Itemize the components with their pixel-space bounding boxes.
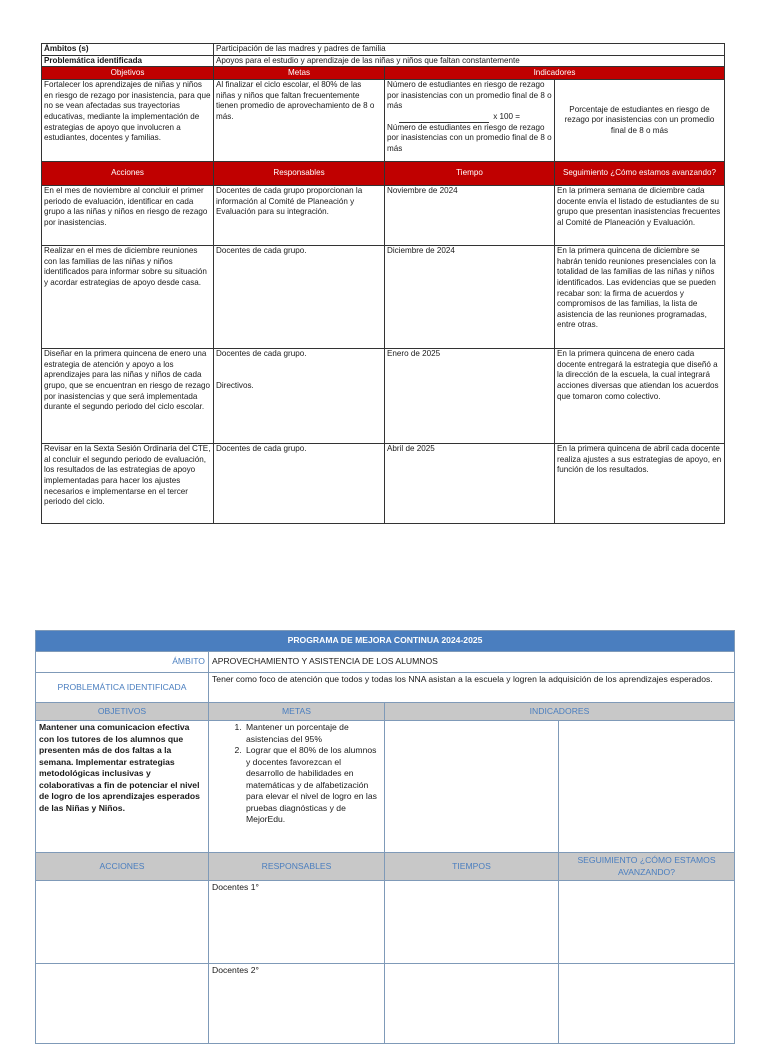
header-responsables: Responsables: [214, 162, 385, 186]
header-tiempo: Tiempo: [385, 162, 555, 186]
responsable-cell: [214, 349, 385, 444]
formula-multiplier: [387, 112, 552, 123]
meta-item: 2. Lograr que el 80% de los alumnos y docentes favorezcan el desarrollo de habilidades en matemáticas y de alfabetización para elevar el nivel de logro en las pruebas diagnósticas y de MejorEdu.: [244, 745, 381, 826]
problematica-value: Apoyos para el estudio y aprendizaje de las niñas y niños que faltan constantemente: [214, 55, 725, 67]
responsable-cell: Docentes de cada grupo proporcionan la información al Comité de Planeación y Evaluación para su integración.: [214, 186, 385, 246]
table-row: [36, 964, 735, 1044]
accion-cell: Revisar en la Sexta Sesión Ordinaria del CTE, al concluir el segundo periodo de evaluación, los resultados de las estrategias de apoyo implementadas para hacer los ajustes necesarios e implementarse en el tercer periodo del ciclo.: [42, 444, 214, 524]
ambito-value: APROVECHAMIENTO Y ASISTENCIA DE LOS ALUMNOS: [209, 652, 735, 673]
formula-numerator: Número de estudiantes en riesgo de rezago por inasistencias con un promedio final de 8 o más: [387, 80, 552, 111]
header-tiempos: TIEMPOS: [385, 853, 559, 881]
seguimiento-cell: [559, 881, 735, 964]
header-metas: Metas: [214, 67, 385, 80]
header-responsables: RESPONSABLES: [209, 853, 385, 881]
header-objetivos: OBJETIVOS: [36, 703, 209, 721]
header-seguimiento: Seguimiento ¿Cómo estamos avanzando?: [555, 162, 725, 186]
header-objetivos: Objetivos: [42, 67, 214, 80]
responsable-cell: Docentes de cada grupo.: [214, 444, 385, 524]
table-row: [42, 444, 725, 524]
problematica-label: Problemática identificada: [42, 55, 214, 67]
responsable-text: Docentes de cada grupo.: [216, 349, 307, 359]
objetivo-text: Fortalecer los aprendizajes de niñas y niños en riesgo de rezago por inasistencia, para que no se vean afectadas sus trayectorias educativas, mediante la implementación de estrategias de apoyo que involucren a estudiantes, docentes y familias.: [42, 80, 214, 162]
header-indicadores: Indicadores: [385, 67, 725, 80]
formula-denominator: Número de estudiantes en riesgo de rezago por inasistencias con un promedio final de 8 o más: [387, 122, 552, 153]
ambitos-label: Ámbitos (s): [42, 44, 214, 56]
problematica-label: PROBLEMÁTICA IDENTIFICADA: [36, 673, 209, 703]
problematica-value: Tener como foco de atención que todos y todas los NNA asistan a la escuela y logren la adquisición de los aprendizajes esperados.: [209, 673, 735, 703]
header-acciones: Acciones: [42, 162, 214, 186]
accion-cell: Realizar en el mes de diciembre reuniones con las familias de las niñas y niños identificados para informar sobre su situación y acordar estrategias de apoyo desde casa.: [42, 246, 214, 349]
responsable-cell: Docentes de cada grupo.: [214, 246, 385, 349]
header-indicadores: INDICADORES: [385, 703, 735, 721]
tiempo-cell: Diciembre de 2024: [385, 246, 555, 349]
ambitos-value: Participación de las madres y padres de familia: [214, 44, 725, 56]
accion-cell: Diseñar en la primera quincena de enero una estrategia de atención y apoyo a los aprendizajes para las niñas y niños de cada grupo, que se encuentran en riesgo de rezago por inasistencias y que será implementada durante el segundo periodo del ciclo escolar.: [42, 349, 214, 444]
seguimiento-cell: En la primera quincena de diciembre se habrán tenido reuniones presenciales con la totalidad de las familias de las niñas y niños identificados. Las evidencias que se pueden recabar son: la firma de acuerdos y compromisos de las familias, la lista de asistencia de las reuniones programadas, entre otras.: [555, 246, 725, 349]
accion-cell: En el mes de noviembre al concluir el primer periodo de evaluación, identificar en cada grupo a las niñas y niños en riesgo de rezago por inasistencias.: [42, 186, 214, 246]
responsable-extra: Directivos.: [216, 380, 254, 390]
responsable-cell: Docentes 2°: [209, 964, 385, 1044]
table-row: [36, 881, 735, 964]
tiempo-cell: Noviembre de 2024: [385, 186, 555, 246]
table-row: [42, 246, 725, 349]
seguimiento-cell: En la primera semana de diciembre cada docente envía el listado de estudiantes de su grupo que presentan inasistencias frecuentes al Comité de Planeación y Evaluación.: [555, 186, 725, 246]
indicador-cell: [559, 721, 735, 853]
objetivos-text: Mantener una comunicacion efectiva con los tutores de los alumnos que presenten más de dos faltas a la semana. Implementar estrategias metodológicas inclusivas y colaborativas a fin de potenciar el nivel de logro de los aprendizajes esperados de las Niñas y Niños.: [36, 721, 209, 853]
header-acciones: ACCIONES: [36, 853, 209, 881]
formula-line: [399, 113, 489, 123]
seguimiento-cell: [559, 964, 735, 1044]
responsable-cell: Docentes 1°: [209, 881, 385, 964]
meta-text: Al finalizar el ciclo escolar, el 80% de las niñas y niños que faltan frecuentemente tienen promedio de aprovechamiento de 8 o más.: [214, 80, 385, 162]
indicador-cell: [385, 721, 559, 853]
seguimiento-cell: En la primera quincena de enero cada docente entregará la estrategia que diseñó a la dirección de la escuela, la cual integrará acciones diversas que atiendan los acuerdos que tomaron como colectivo.: [555, 349, 725, 444]
indicador-formula: [385, 80, 555, 162]
tiempo-cell: Abril de 2025: [385, 444, 555, 524]
metas-cell: [209, 721, 385, 853]
tiempo-cell: [385, 964, 559, 1044]
header-metas: METAS: [209, 703, 385, 721]
header-seguimiento: SEGUIMIENTO ¿CÓMO ESTAMOS AVANZANDO?: [559, 853, 735, 881]
formula-mult-text: x 100 =: [493, 111, 520, 121]
bottom-program-table: [35, 630, 735, 1044]
accion-cell: [36, 964, 209, 1044]
program-title: PROGRAMA DE MEJORA CONTINUA 2024-2025: [36, 631, 735, 652]
tiempo-cell: Enero de 2025: [385, 349, 555, 444]
accion-cell: [36, 881, 209, 964]
tiempo-cell: [385, 881, 559, 964]
seguimiento-cell: En la primera quincena de abril cada docente realiza ajustes a sus estrategias de apoyo, en función de los resultados.: [555, 444, 725, 524]
indicador-resultado: Porcentaje de estudiantes en riesgo de rezago por inasistencias con un promedio final de 8 o más: [555, 80, 725, 162]
top-improvement-table: [41, 43, 725, 524]
meta-item: 1. Mantener un porcentaje de asistencias del 95%: [244, 722, 381, 745]
ambito-label: ÁMBITO: [36, 652, 209, 673]
table-row: [42, 186, 725, 246]
table-row: [42, 349, 725, 444]
